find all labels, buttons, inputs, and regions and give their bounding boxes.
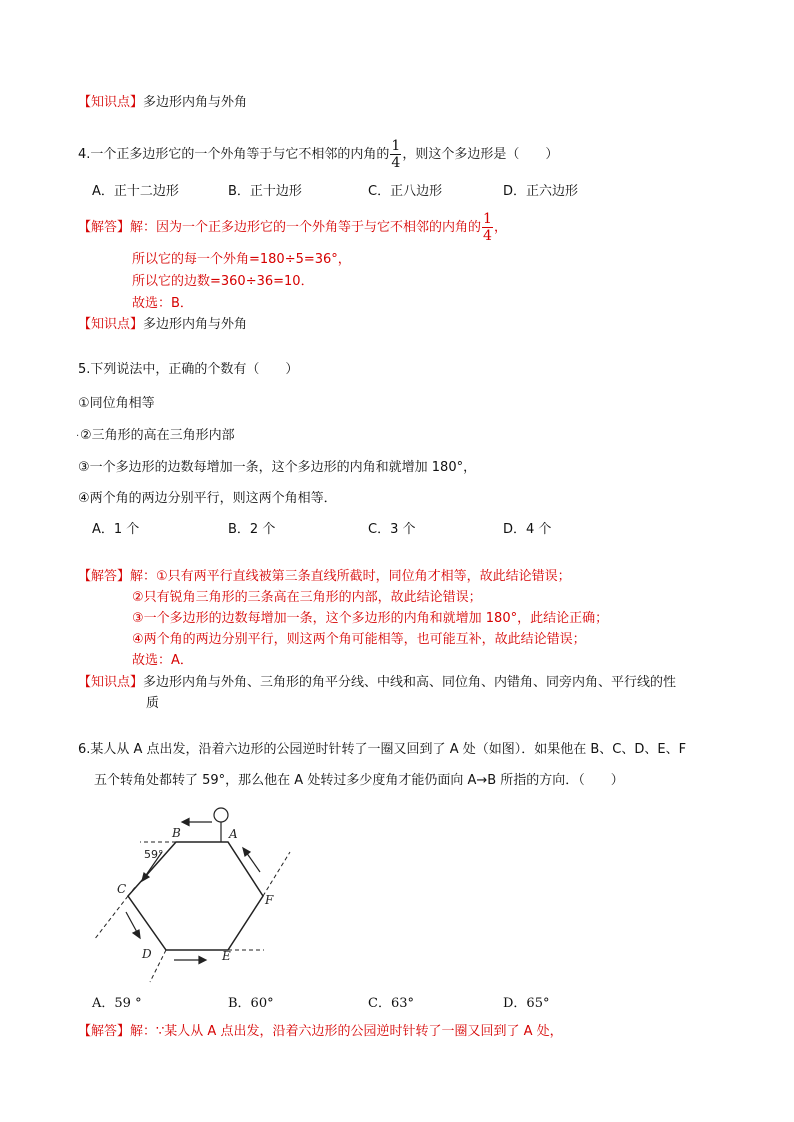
angle-label: 59° <box>144 848 164 861</box>
q4-answer-lead: 【解答】解：因为一个正多边形它的一个外角等于与它不相邻的内角的 $\frac{1}{4}$ ， <box>78 211 507 244</box>
vertex-label-a: A <box>229 827 238 841</box>
q4-option-c: C．正八边形 <box>368 184 443 199</box>
q5-statement-4: ④两个角的两边分别平行，则这两个角相等． <box>78 491 337 506</box>
q5-option-d: D．4 个 <box>503 522 552 537</box>
q5-stem: 5.下列说法中，正确的个数有（ ） <box>78 362 299 377</box>
q4-stem <box>78 139 558 170</box>
extension-line-c <box>94 896 128 940</box>
arrow-c-to-d-icon <box>126 912 140 938</box>
person-icon <box>214 808 228 822</box>
q5-option-a: A．1 个 <box>92 522 140 537</box>
answer-tag: 【解答】 <box>78 1024 131 1039</box>
q6-option-b: B．60° <box>228 996 274 1011</box>
q6-stem-line-1: 6.某人从 A 点出发，沿着六边形的公园逆时针转了一圈又回到了 A 处（如图）．如果他在 B、C、D、E、F <box>78 742 687 757</box>
q5-option-b: B．2 个 <box>228 522 276 537</box>
extension-line-d <box>150 950 166 982</box>
fraction-one-quarter-answer: $\frac{1}{4}$ <box>483 211 492 244</box>
knowledge-tag: 【知识点】 <box>78 95 144 110</box>
q5-statement-3: ③一个多边形的边数每增加一条，这个多边形的内角和就增加 180°， <box>78 460 477 475</box>
q5-knowledge-point-cont: 质 <box>146 696 160 711</box>
q4-option-a: A．正十二边形 <box>92 184 179 199</box>
q4-knowledge-point <box>78 317 247 333</box>
q4-answer-line-1: 所以它的每一个外角=180÷5=36°， <box>132 252 351 267</box>
q5-statement-1: ①同位角相等 <box>78 396 155 411</box>
q4-answer-line-3: 故选：B． <box>132 296 193 311</box>
hexagon-park-figure <box>88 800 308 990</box>
q4-option-b: B．正十边形 <box>228 184 302 199</box>
q5-answer-line-3: ④两个角的两边分别平行，则这两个角可能相等，也可能互补，故此结论错误； <box>132 632 586 647</box>
knowledge-text: 多边形内角与外角 <box>143 317 248 332</box>
vertex-label-f: F <box>265 893 274 907</box>
q6-option-d: D．65° <box>503 996 550 1011</box>
vertex-label-c: C <box>117 882 127 896</box>
q6-answer-first: 【解答】解：∵某人从 A 点出发，沿着六边形的公园逆时针转了一圈又回到了 A 处， <box>78 1024 563 1039</box>
q4-answer-line-2: 所以它的边数=360÷36=10． <box>132 274 314 289</box>
q4-option-d: D．正六边形 <box>503 184 579 199</box>
vertex-label-e: E <box>222 949 231 963</box>
q6-stem-line-2: 五个转角处都转了 59°，那么他在 A 处转过多少度角才能仍面向 A→B 所指的方向．（ ） <box>94 773 624 788</box>
vertex-label-b: B <box>172 826 181 840</box>
arrow-a-to-b-icon <box>182 819 212 826</box>
frac-numerator: 1 <box>391 138 401 154</box>
extension-line-f <box>263 852 290 896</box>
q4-stem-a: 4.一个正多边形它的一个外角等于与它不相邻的内角的 <box>78 147 390 162</box>
answer-tag: 【解答】 <box>78 569 131 584</box>
q6-option-c: C．63° <box>368 996 414 1011</box>
answer-tag: 【解答】 <box>78 220 131 235</box>
frac-denominator: 4 <box>391 155 401 171</box>
q5-answer-line-1: ②只有锐角三角形的三条高在三角形的内部，故此结论错误； <box>132 590 482 605</box>
q5-option-c: C．3 个 <box>368 522 416 537</box>
q6-option-a: A．59 ° <box>92 996 142 1011</box>
vertex-label-d: D <box>142 947 152 961</box>
knowledge-tag: 【知识点】 <box>78 675 144 690</box>
arrow-d-to-e-icon <box>174 957 206 964</box>
knowledge-text: 多边形内角与外角 <box>143 95 248 110</box>
knowledge-point-prev <box>78 95 247 111</box>
q5-statement-2: ②三角形的高在三角形内部 <box>80 428 235 443</box>
knowledge-text: 多边形内角与外角、三角形的角平分线、中线和高、同位角、内错角、同旁内角、平行线的性 <box>143 675 677 690</box>
q5-answer-line-4: 故选：A． <box>132 653 193 668</box>
margin-dot-icon: . <box>76 428 80 439</box>
knowledge-tag: 【知识点】 <box>78 317 144 332</box>
q5-knowledge-point <box>78 675 676 691</box>
q5-answer-first: 【解答】解：①只有两平行直线被第三条直线所截时，同位角才相等，故此结论错误； <box>78 569 571 584</box>
fraction-one-quarter <box>390 139 401 170</box>
q4-answer-text: 解：因为一个正多边形它的一个外角等于与它不相邻的内角的 <box>130 220 482 235</box>
q5-answer-line-2: ③一个多边形的边数每增加一条，这个多边形的内角和就增加 180°，此结论正确； <box>132 611 609 626</box>
q4-stem-b: ，则这个多边形是（ ） <box>402 147 559 162</box>
